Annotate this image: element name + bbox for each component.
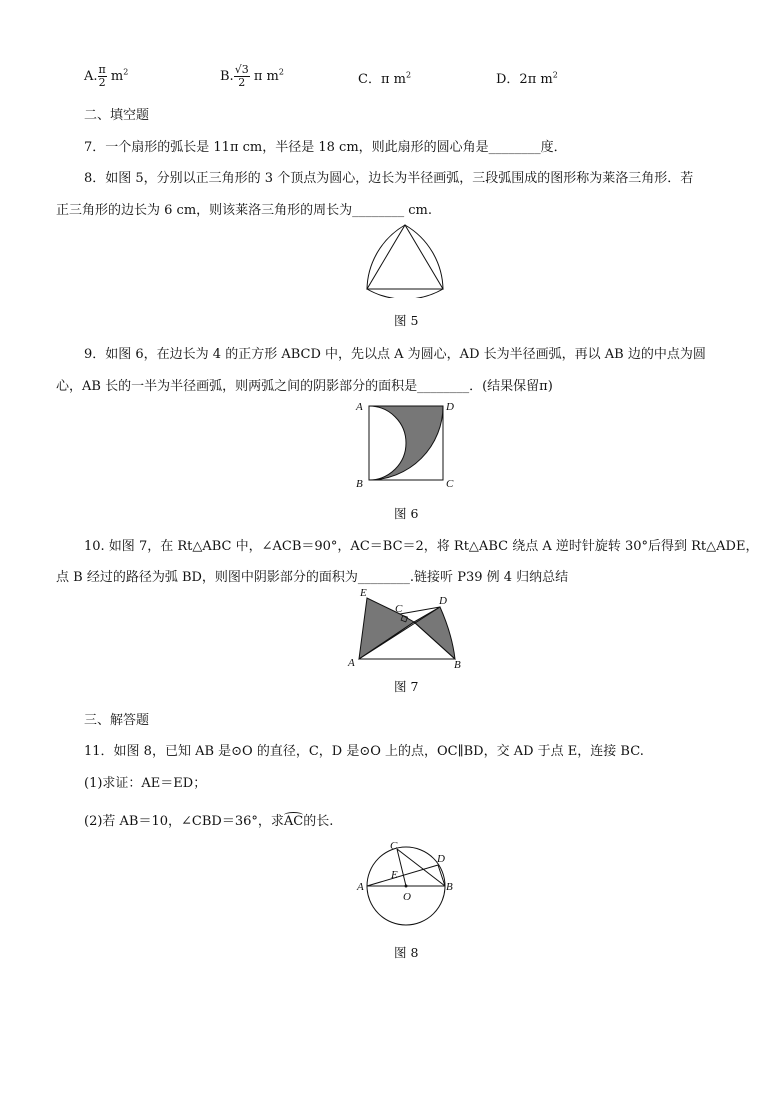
option-b-numerator: √3 xyxy=(234,63,249,76)
option-b-prefix: B. xyxy=(220,69,234,84)
option-a-prefix: A. xyxy=(84,69,98,84)
option-d xyxy=(496,68,558,87)
figure-7-label-c: C xyxy=(395,603,403,615)
option-a-sup: 2 xyxy=(123,67,129,77)
figure-7-label-a: A xyxy=(348,657,355,669)
option-a-numerator: π xyxy=(98,63,106,76)
question-9-line-2: 心，AB 长的一半为半径画弧，则两弧之间的阴影部分的面积是________．(结果保留π) xyxy=(56,379,553,394)
option-a-denominator: 2 xyxy=(98,76,106,89)
option-d-sup: 2 xyxy=(552,70,558,80)
question-10-line-1: 10. 如图 7，在 Rt△ABC 中，∠ACB＝90°，AC＝BC＝2，将 Rt△ABC 绕点 A 逆时针旋转 30°后得到 Rt△ADE， xyxy=(84,539,759,554)
figure-8-label-d: D xyxy=(437,853,445,865)
question-11-part-2-suffix: 的长. xyxy=(303,814,334,829)
figure-8-circle xyxy=(352,838,462,932)
question-11-part-1: (1)求证：AE＝ED； xyxy=(84,776,207,791)
figure-5-reuleaux xyxy=(362,222,448,298)
question-8-line-1: 8．如图 5，分别以正三角形的 3 个顶点为圆心，边长为半径画弧，三段弧围成的图形称为莱洛三角形．若 xyxy=(84,171,694,186)
figure-8-label-b: B xyxy=(446,881,453,893)
figure-7-caption: 图 7 xyxy=(394,679,419,694)
figure-8-label-c: C xyxy=(390,840,398,852)
option-b-sup: 2 xyxy=(278,67,284,77)
figure-6-label-d: D xyxy=(446,401,454,413)
question-9-line-1: 9．如图 6，在边长为 4 的正方形 ABCD 中，先以点 A 为圆心，AD 长为半径画弧，再以 AB 边的中点为圆 xyxy=(84,347,706,362)
option-d-label: D．2π m xyxy=(496,72,553,87)
figure-8-label-a: A xyxy=(357,881,364,893)
option-a xyxy=(84,64,128,89)
figure-8-label-e: E xyxy=(391,869,398,881)
figure-7-rotation xyxy=(342,584,467,670)
option-b-fraction xyxy=(234,64,250,89)
figure-8-label-o: O xyxy=(403,891,411,903)
figure-6-label-c: C xyxy=(446,478,454,490)
figure-6-label-b: B xyxy=(356,478,363,490)
figure-8-caption: 图 8 xyxy=(394,945,419,960)
question-10-line-2: 点 B 经过的路径为弧 BD，则图中阴影部分的面积为________.链接听 P39 例 4 归纳总结 xyxy=(56,570,569,585)
option-a-fraction xyxy=(98,64,107,89)
option-c xyxy=(358,68,411,87)
section-heading-fill: 二、填空题 xyxy=(84,108,150,123)
figure-6-caption: 图 6 xyxy=(394,506,419,521)
option-b-unit: π m xyxy=(253,69,279,84)
figure-5-caption: 图 5 xyxy=(394,313,419,328)
option-b xyxy=(220,64,284,89)
question-8-line-2: 正三角形的边长为 6 cm，则该莱洛三角形的周长为________ cm. xyxy=(56,203,433,218)
option-a-unit: m xyxy=(110,69,124,84)
question-11-line-1: 11．如图 8，已知 AB 是⊙O 的直径，C，D 是⊙O 上的点，OC∥BD，交 AD 于点 E，连接 BC. xyxy=(84,744,644,759)
option-c-label: C．π m xyxy=(358,72,406,87)
arc-ac: AC xyxy=(283,814,304,829)
question-11-part-2-prefix: (2)若 AB＝10，∠CBD＝36°，求 xyxy=(84,814,284,829)
figure-7-label-d: D xyxy=(439,595,447,607)
section-heading-answer: 三、解答题 xyxy=(84,713,150,728)
question-7: 7．一个扇形的弧长是 11π cm，半径是 18 cm，则此扇形的圆心角是________度． xyxy=(84,140,567,155)
question-11-part-2 xyxy=(84,810,333,829)
option-b-denominator: 2 xyxy=(238,76,246,89)
figure-6-square xyxy=(352,396,462,492)
figure-7-label-e: E xyxy=(360,587,367,599)
option-c-sup: 2 xyxy=(405,70,412,80)
figure-6-label-a: A xyxy=(356,401,363,413)
figure-7-label-b: B xyxy=(454,659,461,670)
